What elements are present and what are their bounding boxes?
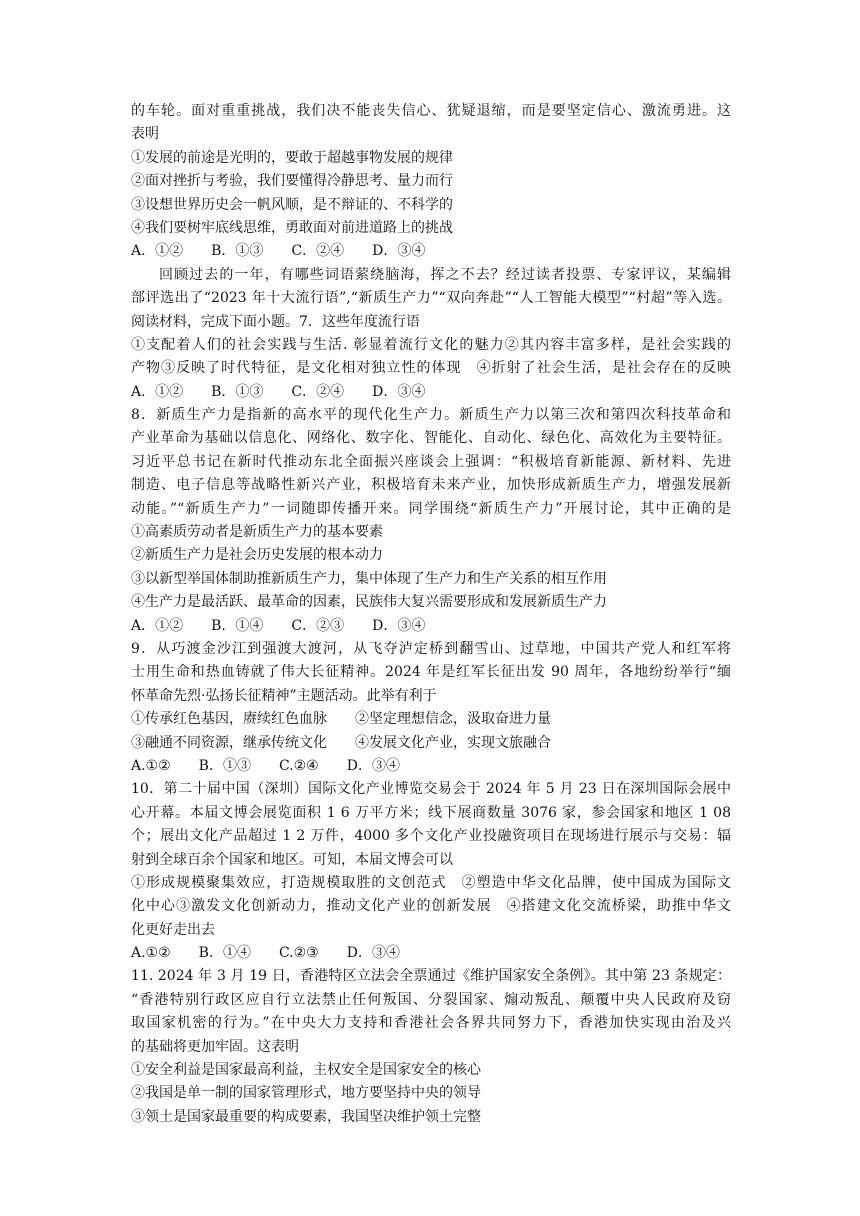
option-b[interactable]: B．①④ (211, 617, 264, 634)
option-d[interactable]: D．③④ (346, 945, 400, 962)
option-b[interactable]: B．①③ (211, 383, 264, 400)
q8-stem-line: 动能。”“新质生产力”一词随即传播开来。同学围绕“新质生产力”开展讨论，其中正确的是 (131, 500, 731, 517)
q8-stem-line: 产业革命为基础以信息化、网络化、数字化、智能化、自动化、绿色化、高效化为主要特征。 (131, 430, 731, 447)
q10-options (131, 942, 731, 965)
option-a[interactable]: A．①② (131, 243, 184, 260)
q8-options (131, 615, 731, 638)
q9-stem-line: 怀革命先烈·弘扬长征精神”主题活动。此举有利于 (131, 687, 437, 704)
q9-stem-line: 9．从巧渡金沙江到强渡大渡河，从飞夺泸定桥到翻雪山、过草地，中国共产党人和红军将 (131, 640, 731, 657)
q6-stem-line: 表明 (131, 126, 159, 143)
option-a[interactable]: A.①② (131, 757, 171, 774)
option-c[interactable]: C．②④ (291, 243, 345, 260)
q11-statement-2: ②我国是单一制的国家管理形式，地方要坚持中央的领导 (131, 1085, 481, 1102)
q9-statements-line: ③融通不同资源，继承传统文化 ④发展文化产业，实现文旅融合 (131, 734, 551, 751)
q10-stem-line: 个；展出文化产品超过 1 2 万件，4000 多个文化产业投融资项目在现场进行展示与交易：辐 (131, 828, 731, 845)
document-page (131, 100, 731, 1129)
q8-stem-line: 8．新质生产力是指新的高水平的现代化生产力。新质生产力以第三次和第四次科技革命和 (131, 407, 731, 424)
q8-stem-line: 习近平总书记在新时代推动东北全面振兴座谈会上强调：“积极培育新能源、新材料、先进 (131, 453, 731, 470)
option-d[interactable]: D．③④ (372, 243, 426, 260)
q6-statement-3: ③设想世界历史会一帆风顺，是不辩证的、不科学的 (131, 196, 453, 213)
option-b[interactable]: B．①③ (211, 243, 264, 260)
option-a[interactable]: A．①② (131, 617, 184, 634)
q6-statement-1: ①发展的前途是光明的，要敢于超越事物发展的规律 (131, 149, 453, 166)
q8-stem-line: 制造、电子信息等战略性新兴产业，积极培育未来产业，加快形成新质生产力，增强发展新 (131, 477, 731, 494)
q9-statements-line: ①传承红色基因，赓续红色血脉 ②坚定理想信念，汲取奋进力量 (131, 711, 551, 728)
q11-stem-line: 11. 2024 年 3 月 19 日，香港特区立法会全票通过《维护国家安全条例》。其中第 23 条规定： (131, 968, 731, 985)
option-a[interactable]: A.①② (131, 945, 171, 962)
q10-statements-line: ①形成规模聚集效应，打造规模取胜的文创范式 ②塑造中华文化品牌，使中国成为国际文 (131, 874, 731, 891)
q10-stem-line: 心开幕。本届文博会展览面积 1 6 万平方米；线下展商数量 3076 家，参会国家和地区 1 08 (131, 804, 731, 821)
q8-statement-2: ②新质生产力是社会历史发展的根本动力 (131, 547, 383, 564)
q11-stem-line: 取国家机密的行为。”在中央大力支持和香港社会各界共同努力下，香港加快实现由治及兴 (131, 1015, 731, 1032)
q11-statement-1: ①安全利益是国家最高利益，主权安全是国家安全的核心 (131, 1062, 481, 1079)
option-a[interactable]: A．①② (131, 383, 184, 400)
q8-statement-1: ①高素质劳动者是新质生产力的基本要素 (131, 524, 383, 541)
q7-statements-line: 产物③反映了时代特征，是文化相对独立性的体现 ④折射了社会生活，是社会存在的反映 (131, 360, 731, 377)
option-b[interactable]: B．①④ (198, 945, 251, 962)
q10-statements-line: 化中心③激发文化创新动力，推动文化产业的创新发展 ④搭建文化交流桥梁，助推中华文 (131, 898, 731, 915)
q9-stem-line: 士用生命和热血铸就了伟大长征精神。2024 年是红军长征出发 90 周年，各地纷纷举行“缅 (131, 664, 731, 681)
q8-statement-4: ④生产力是最活跃、最革命的因素，民族伟大复兴需要形成和发展新质生产力 (131, 594, 607, 611)
q9-options (131, 755, 731, 778)
option-c[interactable]: C.②③ (278, 945, 319, 962)
option-d[interactable]: D．③④ (346, 757, 400, 774)
q6-statement-2: ②面对挫折与考验，我们要懂得冷静思考、量力而行 (131, 173, 453, 190)
q10-statements-line: 化更好走出去 (131, 921, 215, 938)
q7-stem: 阅读材料，完成下面小题。7．这些年度流行语 (131, 313, 420, 330)
q8-statement-3: ③以新型举国体制助推新质生产力，集中体现了生产力和生产关系的相互作用 (131, 570, 607, 587)
q11-statement-3: ③领土是国家最重要的构成要素，我国坚决维护领土完整 (131, 1108, 481, 1125)
q10-stem-line: 射到全球百余个国家和地区。可知，本届文博会可以 (131, 851, 453, 868)
option-d[interactable]: D．③④ (372, 617, 426, 634)
q6-statement-4: ④我们要树牢底线思维，勇敢面对前进道路上的挑战 (131, 219, 453, 236)
q7-statements-line: ①支配着人们的社会实践与生活. 彰显着流行文化的魅力②其内容丰富多样，是社会实践的 (131, 336, 731, 353)
q10-stem-line: 10．第二十届中国（深圳）国际文化产业博览交易会于 2024 年 5 月 23 日在深圳国际会展中 (131, 781, 731, 798)
material-intro-line: 回顾过去的一年，有哪些词语萦绕脑海，挥之不去？经过读者投票、专家评议，某编辑 (159, 266, 731, 283)
material-intro-line: 部评选出了“2023 年十大流行语”,“新质生产力”“双向奔赴”“人工智能大模型”“村超”等入选。 (131, 290, 731, 307)
q6-options (131, 240, 731, 263)
q11-stem-line: “香港特别行政区应自行立法禁止任何叛国、分裂国家、煽动叛乱、颠覆中央人民政府及窃 (131, 991, 731, 1008)
option-c[interactable]: C．②④ (291, 383, 345, 400)
q6-stem-line: 的车轮。面对重重挑战，我们决不能丧失信心、犹疑退缩，而是要坚定信心、激流勇进。这 (131, 103, 731, 119)
q7-options (131, 381, 731, 404)
option-c[interactable]: C.②④ (278, 757, 319, 774)
q11-stem-line: 的基础将更加牢固。这表明 (131, 1038, 299, 1055)
option-c[interactable]: C．②③ (291, 617, 345, 634)
option-d[interactable]: D．③④ (372, 383, 426, 400)
option-b[interactable]: B．①③ (198, 757, 251, 774)
